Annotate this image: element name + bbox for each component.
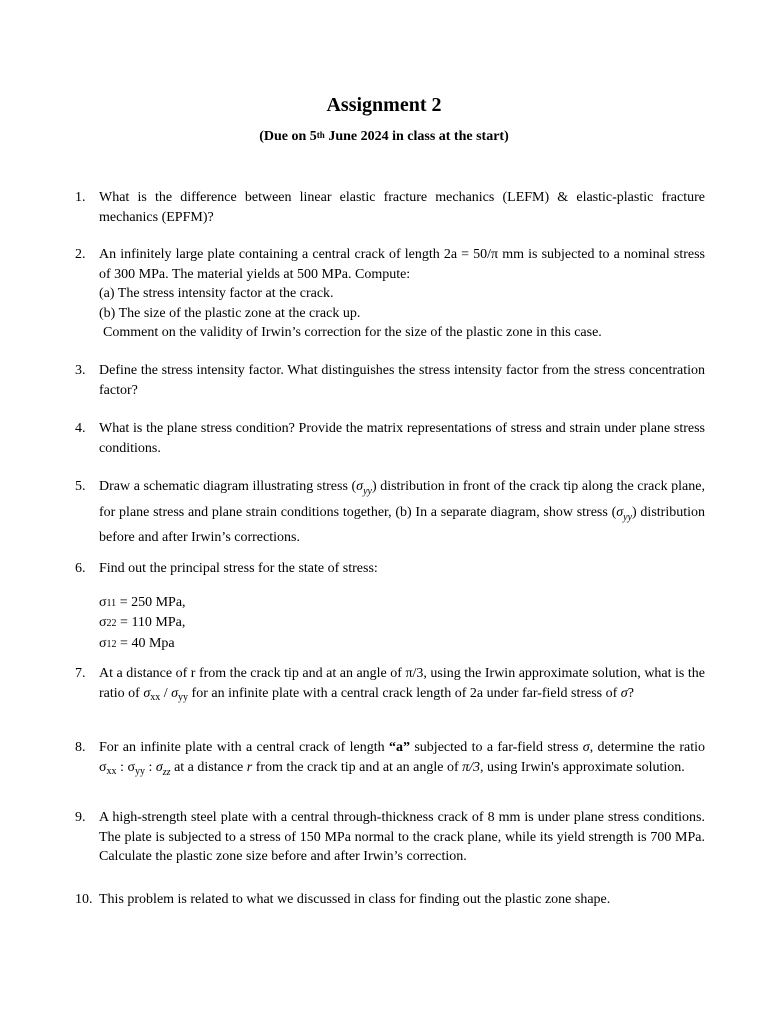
question-number: 1. bbox=[75, 190, 86, 205]
text-part: , determine the ratio bbox=[589, 740, 705, 755]
subscript: 11 bbox=[106, 597, 117, 609]
subscript: yy bbox=[134, 765, 145, 777]
stress-sigma-12 bbox=[99, 634, 705, 655]
question-number: 3. bbox=[75, 363, 86, 378]
sigma-symbol: σ bbox=[99, 615, 107, 630]
sigma-symbol: σ bbox=[155, 759, 163, 775]
subscript: 12 bbox=[106, 638, 117, 650]
question-number: 5. bbox=[75, 479, 86, 494]
text-part: subjected to a far-field stress bbox=[410, 740, 583, 755]
question-text: What is the difference between linear elastic fracture mechanics (LEFM) & elastic-plastic fracture mechanics (EPFM)? bbox=[99, 190, 705, 225]
due-prefix: (Due on 5 bbox=[259, 129, 317, 144]
text-part: ? bbox=[627, 685, 634, 701]
sigma-symbol: σ bbox=[616, 504, 624, 520]
due-superscript: th bbox=[316, 130, 325, 140]
question-text bbox=[99, 738, 705, 782]
question-number: 2. bbox=[75, 247, 86, 262]
subscript: yy bbox=[178, 691, 189, 703]
question-part-b: (b) The size of the plastic zone at the crack up. bbox=[99, 305, 361, 321]
question-number: 10. bbox=[75, 892, 93, 907]
page-title: Assignment 2 bbox=[326, 94, 442, 116]
text-part: at a distance bbox=[170, 759, 247, 775]
question-text bbox=[99, 477, 705, 549]
sigma-symbol: σ bbox=[582, 740, 590, 755]
question-5 bbox=[75, 477, 705, 549]
variable-r: r bbox=[246, 759, 253, 775]
sigma-symbol: σ bbox=[99, 759, 107, 775]
text-part: At a distance of r from the crack tip and at an angle of π/3, using the Irwin approximate solution, what is the ratio of bbox=[99, 666, 705, 701]
stress-value: = 40 Mpa bbox=[116, 635, 175, 651]
stress-value: = 250 MPa, bbox=[116, 594, 186, 610]
stress-value: = 110 MPa, bbox=[116, 615, 186, 630]
text-part: ) distribution before and after Irwin’s corrections. bbox=[99, 504, 705, 545]
question-number: 7. bbox=[75, 666, 86, 681]
text-part: For an infinite plate with a central crack of length bbox=[99, 740, 389, 755]
subscript: xx bbox=[150, 691, 161, 703]
subscript: xx bbox=[106, 765, 117, 777]
sigma-symbol: σ bbox=[127, 759, 135, 775]
text-part: for an infinite plate with a central crack length of 2a under far-field stress of bbox=[188, 685, 621, 701]
sigma-symbol: σ bbox=[143, 685, 151, 701]
separator: : bbox=[116, 759, 128, 775]
question-9 bbox=[75, 808, 705, 867]
question-number: 6. bbox=[75, 561, 86, 576]
question-text: An infinitely large plate containing a central crack of length 2a = 50/π mm is subjected to a nominal stress of 300 MPa. The material yields at 500 MPa. Compute: bbox=[99, 247, 705, 282]
question-text: This problem is related to what we discussed in class for finding out the plastic zone shape. bbox=[99, 892, 611, 907]
question-4 bbox=[75, 419, 705, 458]
text-part: , using Irwin's approximate solution. bbox=[480, 759, 685, 775]
question-comment: Comment on the validity of Irwin’s correction for the size of the plastic zone in this case. bbox=[103, 325, 602, 340]
sigma-symbol: σ bbox=[99, 594, 107, 610]
question-6 bbox=[75, 559, 705, 654]
angle: π/3 bbox=[462, 759, 481, 775]
sigma-symbol: σ bbox=[620, 685, 628, 701]
subscript: 22 bbox=[106, 618, 117, 629]
text-part: from the crack tip and at an angle of bbox=[252, 759, 463, 775]
question-body bbox=[99, 245, 705, 343]
question-2 bbox=[75, 245, 705, 343]
subscript: zz bbox=[162, 766, 171, 778]
question-8 bbox=[75, 738, 705, 782]
question-part-a: (a) The stress intensity factor at the crack. bbox=[99, 286, 334, 301]
question-number: 8. bbox=[75, 740, 86, 755]
question-1 bbox=[75, 188, 705, 227]
due-suffix: June 2024 in class at the start) bbox=[324, 129, 509, 144]
text-part: Draw a schematic diagram illustrating stress ( bbox=[99, 479, 357, 494]
question-number: 4. bbox=[75, 421, 86, 436]
subscript: yy bbox=[623, 511, 633, 523]
question-text: Define the stress intensity factor. What distinguishes the stress intensity factor from the stress concentration factor? bbox=[99, 363, 705, 398]
bold-term: “a” bbox=[389, 740, 410, 755]
question-text bbox=[99, 664, 705, 707]
question-text: A high-strength steel plate with a central through-thickness crack of 8 mm is under plane stress conditions. The plate is subjected to a stress of 150 MPa normal to the crack plane, while its yield strength is 700 MPa. Calculate the plastic zone size before and after Irwin’s correction. bbox=[99, 810, 705, 864]
sigma-symbol: σ bbox=[99, 635, 107, 651]
sigma-symbol: σ bbox=[356, 479, 364, 494]
question-7 bbox=[75, 664, 705, 707]
question-text: Find out the principal stress for the state of stress: bbox=[99, 561, 378, 576]
sigma-symbol: σ bbox=[171, 685, 179, 701]
question-3 bbox=[75, 361, 705, 400]
question-number: 9. bbox=[75, 810, 86, 825]
stress-sigma-22 bbox=[99, 613, 705, 634]
stress-sigma-11 bbox=[99, 593, 705, 614]
due-date bbox=[0, 128, 768, 146]
separator: / bbox=[160, 685, 172, 701]
question-text: What is the plane stress condition? Provide the matrix representations of stress and strain under plane stress conditions. bbox=[99, 421, 705, 456]
separator: : bbox=[144, 759, 156, 775]
subscript: yy bbox=[363, 486, 372, 497]
text-part: ) distribution in front of the crack tip along the crack plane, for plane stress and plane strain conditions together, (b) In a separate diagram, show stress ( bbox=[99, 479, 705, 520]
question-body bbox=[99, 559, 705, 654]
question-10 bbox=[75, 890, 705, 910]
